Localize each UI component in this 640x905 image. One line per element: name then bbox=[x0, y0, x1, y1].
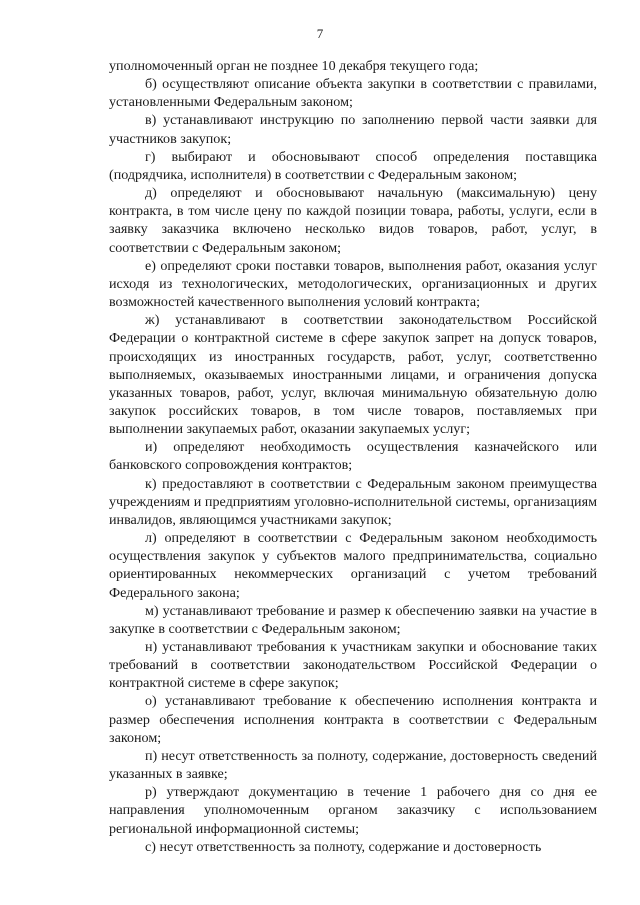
list-item-m: м) устанавливают требование и размер к обеспечению заявки на участие в закупке в соответствии с Федеральным законом; bbox=[109, 602, 597, 637]
page-number: 7 bbox=[316, 26, 324, 41]
list-item-g: г) выбирают и обосновывают способ определения поставщика (подрядчика, исполнителя) в соответствии с Федеральным законом; bbox=[109, 148, 597, 183]
paragraph-continuation: уполномоченный орган не позднее 10 декабря текущего года; bbox=[109, 58, 479, 74]
list-item-b: б) осуществляют описание объекта закупки в соответствии с правилами, установленными Федеральным законом; bbox=[109, 76, 597, 111]
list-item-o: о) устанавливают требование к обеспечению исполнения контракта и размер обеспечения исполнения контракта в соответствии с Федеральным законом; bbox=[109, 693, 597, 746]
list-item-d: д) определяют и обосновывают начальную (максимальную) цену контракта, в том числе цену по каждой позиции товара, работы, услуги, если в заявку заказчика включено несколько видов товаров, работ, услуг, в соответствии с Федеральным законом; bbox=[109, 185, 597, 256]
list-item-k: к) предоставляют в соответствии с Федеральным законом преимущества учреждениям и предприятиям уголовно-исполнительной системы, организациям инвалидов, являющимся участниками закупок; bbox=[109, 475, 597, 528]
list-item-p: п) несут ответственность за полноту, содержание, достоверность сведений указанных в заявке; bbox=[109, 747, 597, 783]
list-item-n: н) устанавливают требования к участникам закупки и обоснование таких требований в соответствии законодательством Российской Федерации о контрактной системе в сфере закупок; bbox=[109, 639, 597, 692]
list-item-v: в) устанавливают инструкцию по заполнению первой части заявки для участников закупок; bbox=[109, 112, 597, 147]
list-item-zh: ж) устанавливают в соответствии законодательством Российской Федерации о контрактной системе в сфере закупок запрет на допуск товаров, происходящих из иностранных государств, работ, услуг, соответственно выполняемых, оказываемых иностранными лицами, и ограничения допуска указанных товаров, работ, услуг, включая минимальную обязательную долю закупок российских товаров, в том числе товаров, поставляемых при выполнении закупаемых работ, оказании закупаемых услуг; bbox=[109, 312, 597, 438]
body-text bbox=[109, 57, 597, 856]
list-item-e: е) определяют сроки поставки товаров, выполнения работ, оказания услуг исходя из технологических, методологических, организационных и других возможностей качественного выполнения условий контракта; bbox=[109, 257, 597, 311]
list-item-i: и) определяют необходимость осуществления казначейского или банковского сопровождения контрактов; bbox=[109, 439, 597, 474]
list-item-r: р) утверждают документацию в течение 1 рабочего дня со дня ее направления уполномоченным органом заказчику с использованием региональной информационной системы; bbox=[109, 784, 597, 837]
list-item-l: л) определяют в соответствии с Федеральным законом необходимость осуществления закупок у субъектов малого предпринимательства, социально ориентированных некоммерческих организаций с учетом требований Федерального закона; bbox=[109, 530, 597, 601]
list-item-s: с) несут ответственность за полноту, содержание и достоверность bbox=[145, 838, 542, 855]
